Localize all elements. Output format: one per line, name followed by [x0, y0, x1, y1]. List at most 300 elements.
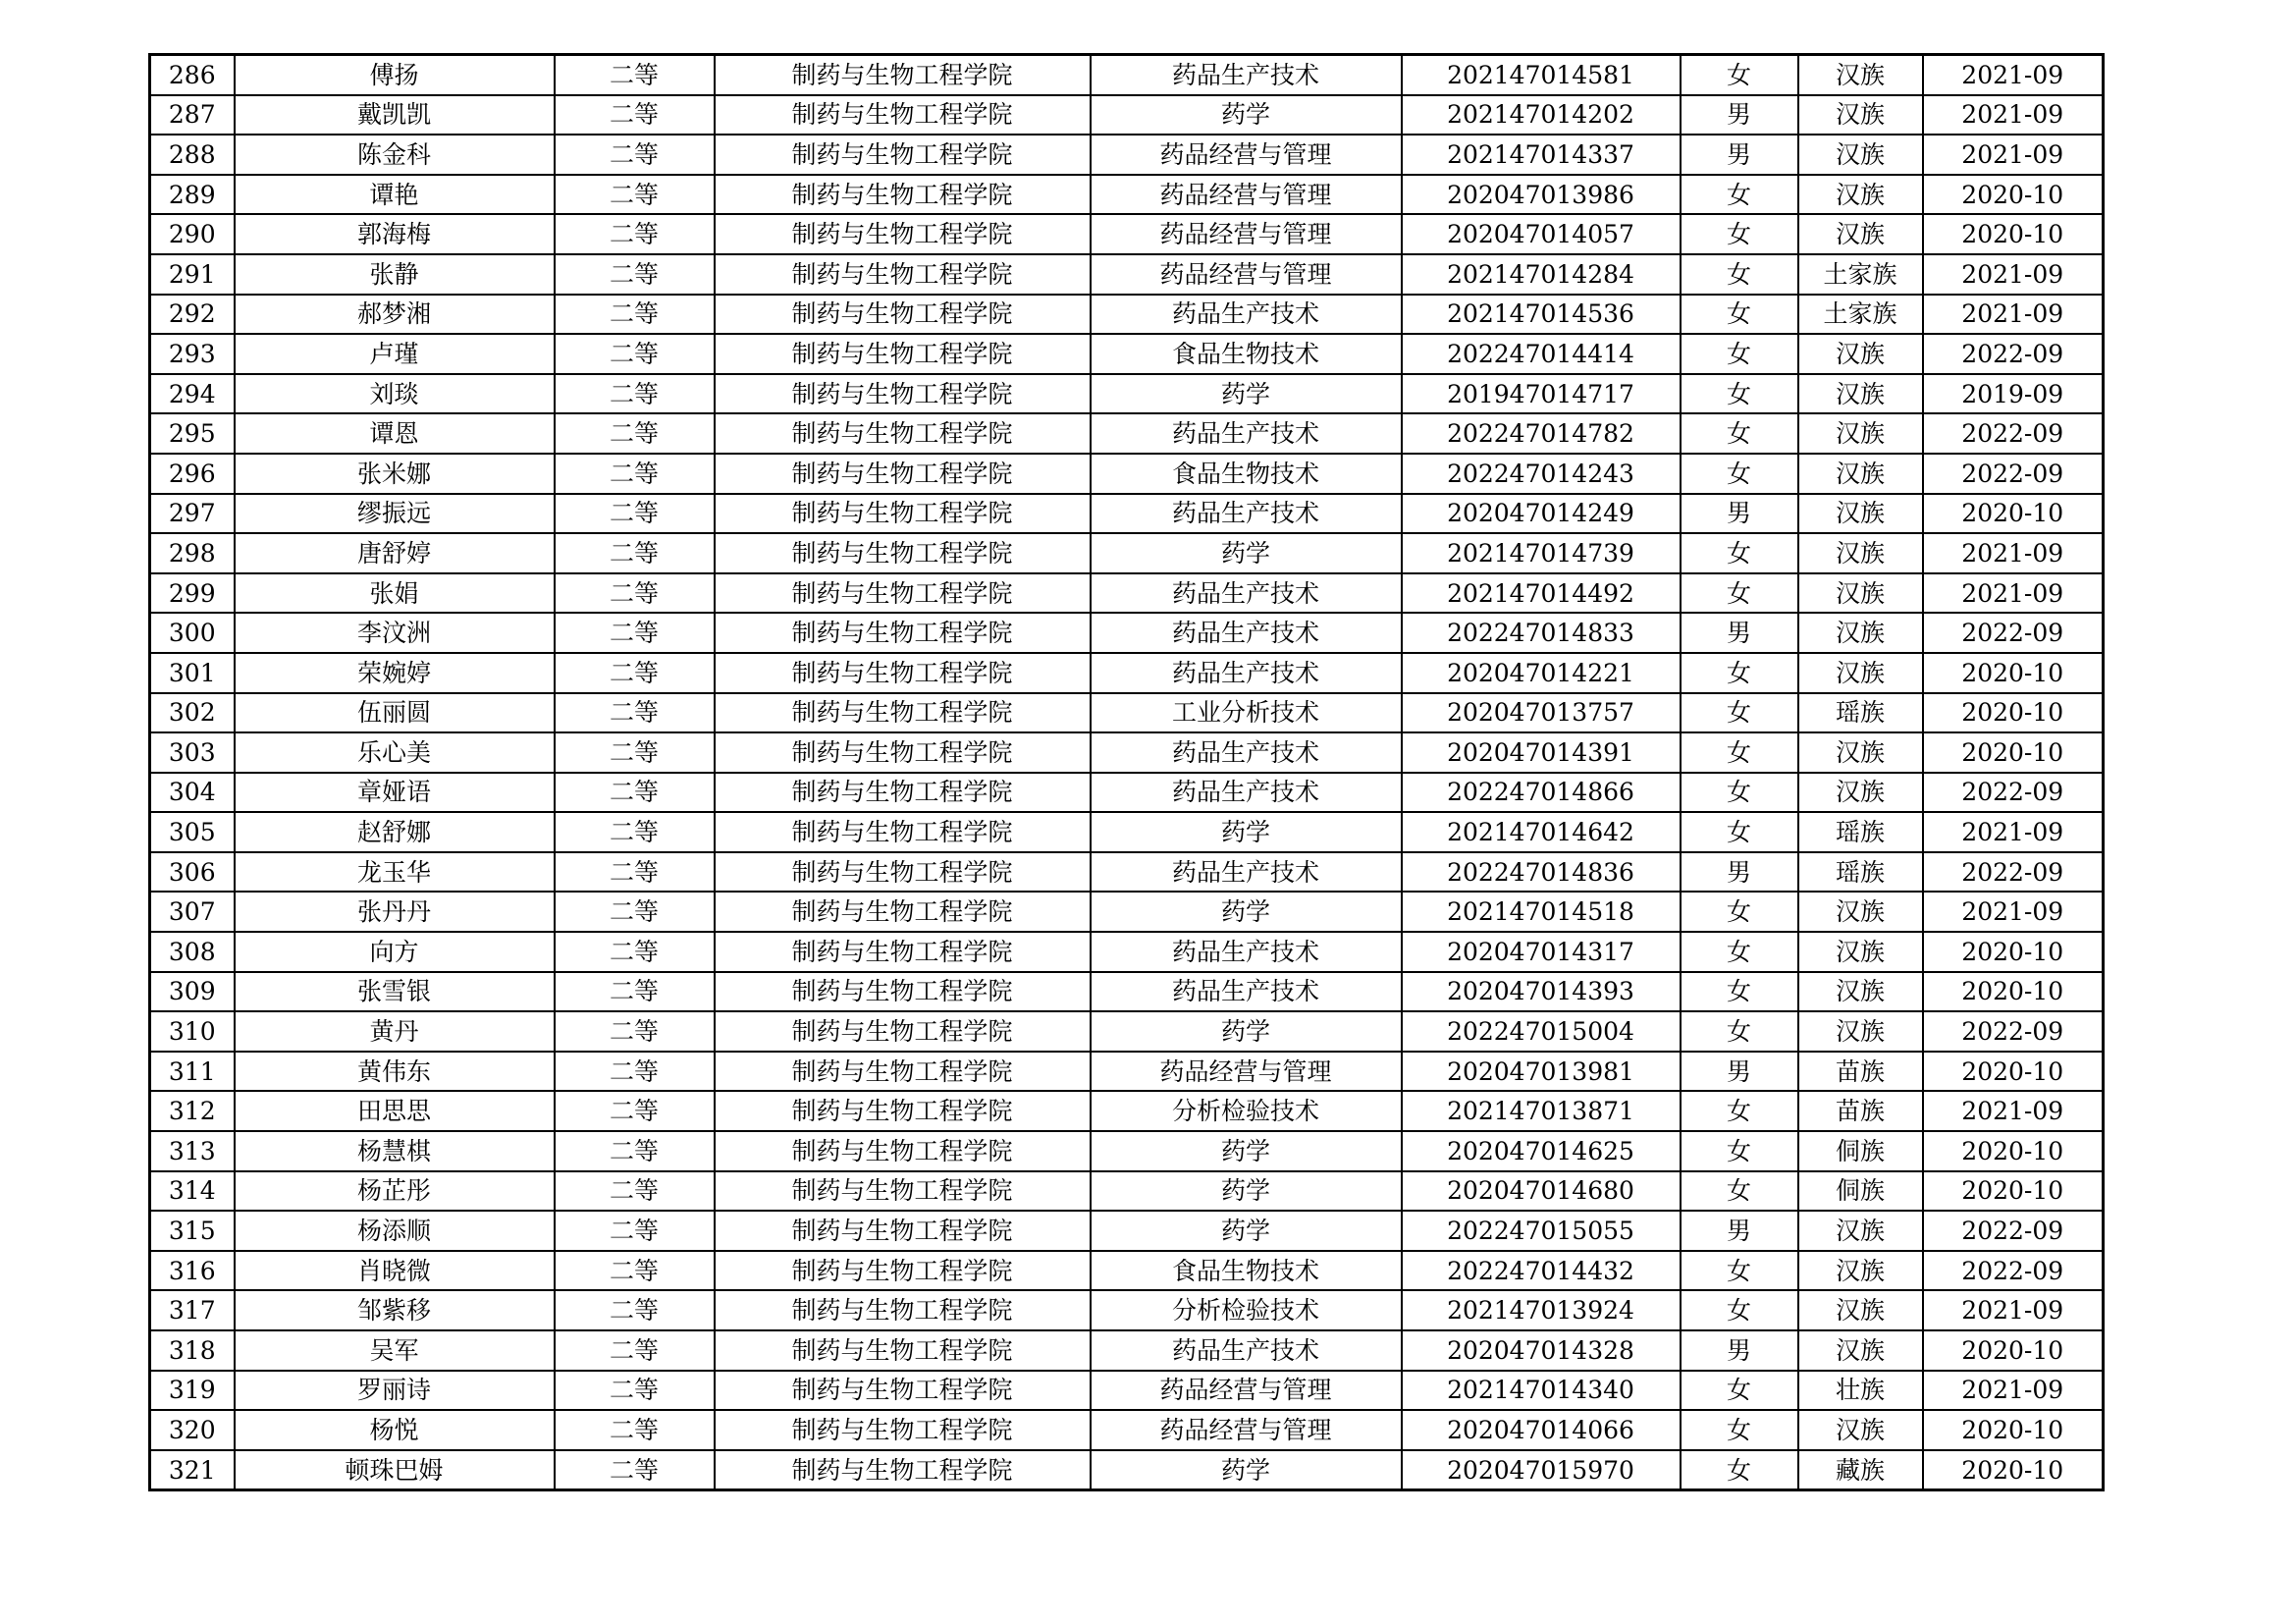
- enrollment-date-cell: 2021-09: [1923, 295, 2104, 335]
- table-row: [150, 1171, 2104, 1212]
- student-id-cell: 202047014221: [1402, 653, 1681, 693]
- college-cell: 制药与生物工程学院: [715, 932, 1091, 972]
- major-cell: 食品生物技术: [1091, 334, 1402, 374]
- college-cell: 制药与生物工程学院: [715, 494, 1091, 534]
- enrollment-date-cell: 2021-09: [1923, 95, 2104, 135]
- enrollment-date-cell: 2022-09: [1923, 773, 2104, 813]
- college-cell: 制药与生物工程学院: [715, 972, 1091, 1012]
- gender-cell: 男: [1681, 95, 1798, 135]
- student-name-cell: 卢瑾: [235, 334, 555, 374]
- college-cell: 制药与生物工程学院: [715, 613, 1091, 653]
- row-number-cell: 293: [150, 334, 235, 374]
- gender-cell: 女: [1681, 1011, 1798, 1052]
- award-level-cell: 二等: [555, 454, 715, 494]
- college-cell: 制药与生物工程学院: [715, 295, 1091, 335]
- student-name-cell: 吴军: [235, 1330, 555, 1371]
- table-row: [150, 55, 2104, 95]
- student-name-cell: 肖晓微: [235, 1251, 555, 1291]
- major-cell: 药品生产技术: [1091, 1330, 1402, 1371]
- student-name-cell: 张娟: [235, 573, 555, 614]
- college-cell: 制药与生物工程学院: [715, 573, 1091, 614]
- major-cell: 药品生产技术: [1091, 852, 1402, 893]
- enrollment-date-cell: 2020-10: [1923, 1410, 2104, 1450]
- award-level-cell: 二等: [555, 732, 715, 773]
- table-row: [150, 254, 2104, 295]
- award-level-cell: 二等: [555, 175, 715, 215]
- student-name-cell: 顿珠巴姆: [235, 1450, 555, 1490]
- student-id-cell: 202047014393: [1402, 972, 1681, 1012]
- award-level-cell: 二等: [555, 374, 715, 414]
- student-name-cell: 乐心美: [235, 732, 555, 773]
- student-id-cell: 202247015004: [1402, 1011, 1681, 1052]
- major-cell: 药品生产技术: [1091, 573, 1402, 614]
- enrollment-date-cell: 2020-10: [1923, 214, 2104, 254]
- award-level-cell: 二等: [555, 295, 715, 335]
- gender-cell: 男: [1681, 613, 1798, 653]
- student-id-cell: 202147014340: [1402, 1371, 1681, 1411]
- student-id-cell: 202247014866: [1402, 773, 1681, 813]
- award-level-cell: 二等: [555, 334, 715, 374]
- table-row: [150, 135, 2104, 175]
- major-cell: 药品经营与管理: [1091, 175, 1402, 215]
- gender-cell: 女: [1681, 1410, 1798, 1450]
- college-cell: 制药与生物工程学院: [715, 374, 1091, 414]
- award-level-cell: 二等: [555, 1091, 715, 1131]
- student-name-cell: 张米娜: [235, 454, 555, 494]
- enrollment-date-cell: 2021-09: [1923, 812, 2104, 852]
- ethnicity-cell: 汉族: [1798, 773, 1923, 813]
- ethnicity-cell: 土家族: [1798, 295, 1923, 335]
- college-cell: 制药与生物工程学院: [715, 892, 1091, 932]
- table-row: [150, 852, 2104, 893]
- award-level-cell: 二等: [555, 494, 715, 534]
- college-cell: 制药与生物工程学院: [715, 1211, 1091, 1251]
- award-level-cell: 二等: [555, 693, 715, 733]
- student-name-cell: 黄伟东: [235, 1052, 555, 1092]
- enrollment-date-cell: 2020-10: [1923, 494, 2104, 534]
- enrollment-date-cell: 2022-09: [1923, 613, 2104, 653]
- enrollment-date-cell: 2020-10: [1923, 1131, 2104, 1171]
- major-cell: 药品生产技术: [1091, 972, 1402, 1012]
- major-cell: 药品经营与管理: [1091, 1371, 1402, 1411]
- row-number-cell: 297: [150, 494, 235, 534]
- row-number-cell: 291: [150, 254, 235, 295]
- college-cell: 制药与生物工程学院: [715, 653, 1091, 693]
- row-number-cell: 319: [150, 1371, 235, 1411]
- major-cell: 药学: [1091, 1131, 1402, 1171]
- student-name-cell: 谭艳: [235, 175, 555, 215]
- table-row: [150, 1330, 2104, 1371]
- ethnicity-cell: 瑶族: [1798, 852, 1923, 893]
- table-row: [150, 334, 2104, 374]
- table-row: [150, 812, 2104, 852]
- student-id-cell: 202247014833: [1402, 613, 1681, 653]
- award-level-cell: 二等: [555, 613, 715, 653]
- table-row: [150, 1371, 2104, 1411]
- award-level-cell: 二等: [555, 653, 715, 693]
- row-number-cell: 289: [150, 175, 235, 215]
- student-name-cell: 黄丹: [235, 1011, 555, 1052]
- college-cell: 制药与生物工程学院: [715, 732, 1091, 773]
- ethnicity-cell: 汉族: [1798, 613, 1923, 653]
- scholarship-list-table: [148, 53, 2105, 1491]
- student-name-cell: 杨悦: [235, 1410, 555, 1450]
- table-row: [150, 653, 2104, 693]
- student-name-cell: 张雪银: [235, 972, 555, 1012]
- award-level-cell: 二等: [555, 1211, 715, 1251]
- award-level-cell: 二等: [555, 773, 715, 813]
- row-number-cell: 290: [150, 214, 235, 254]
- table-body: [150, 55, 2104, 1490]
- ethnicity-cell: 汉族: [1798, 533, 1923, 573]
- student-name-cell: 田思思: [235, 1091, 555, 1131]
- enrollment-date-cell: 2020-10: [1923, 1450, 2104, 1490]
- enrollment-date-cell: 2020-10: [1923, 1052, 2104, 1092]
- gender-cell: 女: [1681, 334, 1798, 374]
- row-number-cell: 304: [150, 773, 235, 813]
- student-name-cell: 赵舒娜: [235, 812, 555, 852]
- student-id-cell: 202047013981: [1402, 1052, 1681, 1092]
- gender-cell: 男: [1681, 852, 1798, 893]
- ethnicity-cell: 汉族: [1798, 972, 1923, 1012]
- gender-cell: 男: [1681, 135, 1798, 175]
- ethnicity-cell: 汉族: [1798, 214, 1923, 254]
- gender-cell: 男: [1681, 1211, 1798, 1251]
- major-cell: 药品生产技术: [1091, 732, 1402, 773]
- gender-cell: 女: [1681, 413, 1798, 454]
- award-level-cell: 二等: [555, 1450, 715, 1490]
- row-number-cell: 313: [150, 1131, 235, 1171]
- row-number-cell: 294: [150, 374, 235, 414]
- student-name-cell: 向方: [235, 932, 555, 972]
- ethnicity-cell: 汉族: [1798, 454, 1923, 494]
- row-number-cell: 288: [150, 135, 235, 175]
- row-number-cell: 306: [150, 852, 235, 893]
- college-cell: 制药与生物工程学院: [715, 693, 1091, 733]
- student-name-cell: 戴凯凯: [235, 95, 555, 135]
- ethnicity-cell: 瑶族: [1798, 693, 1923, 733]
- student-name-cell: 邹紫移: [235, 1290, 555, 1330]
- award-level-cell: 二等: [555, 1131, 715, 1171]
- gender-cell: 女: [1681, 773, 1798, 813]
- table-row: [150, 1052, 2104, 1092]
- college-cell: 制药与生物工程学院: [715, 1131, 1091, 1171]
- college-cell: 制药与生物工程学院: [715, 135, 1091, 175]
- gender-cell: 女: [1681, 55, 1798, 95]
- ethnicity-cell: 侗族: [1798, 1171, 1923, 1212]
- ethnicity-cell: 汉族: [1798, 1330, 1923, 1371]
- ethnicity-cell: 汉族: [1798, 932, 1923, 972]
- ethnicity-cell: 藏族: [1798, 1450, 1923, 1490]
- student-name-cell: 谭恩: [235, 413, 555, 454]
- enrollment-date-cell: 2022-09: [1923, 1251, 2104, 1291]
- major-cell: 药品经营与管理: [1091, 135, 1402, 175]
- college-cell: 制药与生物工程学院: [715, 1052, 1091, 1092]
- award-level-cell: 二等: [555, 1251, 715, 1291]
- major-cell: 药学: [1091, 533, 1402, 573]
- major-cell: 药品生产技术: [1091, 295, 1402, 335]
- row-number-cell: 321: [150, 1450, 235, 1490]
- college-cell: 制药与生物工程学院: [715, 773, 1091, 813]
- gender-cell: 女: [1681, 972, 1798, 1012]
- row-number-cell: 301: [150, 653, 235, 693]
- award-level-cell: 二等: [555, 1011, 715, 1052]
- ethnicity-cell: 侗族: [1798, 1131, 1923, 1171]
- award-level-cell: 二等: [555, 972, 715, 1012]
- table-row: [150, 892, 2104, 932]
- table-row: [150, 1131, 2104, 1171]
- ethnicity-cell: 土家族: [1798, 254, 1923, 295]
- ethnicity-cell: 汉族: [1798, 494, 1923, 534]
- major-cell: 食品生物技术: [1091, 454, 1402, 494]
- row-number-cell: 312: [150, 1091, 235, 1131]
- college-cell: 制药与生物工程学院: [715, 1371, 1091, 1411]
- student-name-cell: 陈金科: [235, 135, 555, 175]
- student-id-cell: 202047014391: [1402, 732, 1681, 773]
- student-id-cell: 202047014057: [1402, 214, 1681, 254]
- row-number-cell: 308: [150, 932, 235, 972]
- ethnicity-cell: 汉族: [1798, 653, 1923, 693]
- row-number-cell: 305: [150, 812, 235, 852]
- student-id-cell: 202047014625: [1402, 1131, 1681, 1171]
- student-name-cell: 杨芷彤: [235, 1171, 555, 1212]
- enrollment-date-cell: 2021-09: [1923, 892, 2104, 932]
- student-id-cell: 202047015970: [1402, 1450, 1681, 1490]
- student-id-cell: 202247014243: [1402, 454, 1681, 494]
- enrollment-date-cell: 2021-09: [1923, 1091, 2104, 1131]
- award-level-cell: 二等: [555, 1330, 715, 1371]
- ethnicity-cell: 汉族: [1798, 892, 1923, 932]
- ethnicity-cell: 汉族: [1798, 413, 1923, 454]
- table-row: [150, 1290, 2104, 1330]
- major-cell: 分析检验技术: [1091, 1091, 1402, 1131]
- ethnicity-cell: 汉族: [1798, 175, 1923, 215]
- college-cell: 制药与生物工程学院: [715, 254, 1091, 295]
- student-name-cell: 郭海梅: [235, 214, 555, 254]
- enrollment-date-cell: 2022-09: [1923, 1011, 2104, 1052]
- ethnicity-cell: 汉族: [1798, 1290, 1923, 1330]
- award-level-cell: 二等: [555, 1371, 715, 1411]
- college-cell: 制药与生物工程学院: [715, 852, 1091, 893]
- major-cell: 药学: [1091, 95, 1402, 135]
- college-cell: 制药与生物工程学院: [715, 334, 1091, 374]
- award-level-cell: 二等: [555, 413, 715, 454]
- student-id-cell: 202247014432: [1402, 1251, 1681, 1291]
- ethnicity-cell: 汉族: [1798, 95, 1923, 135]
- gender-cell: 女: [1681, 454, 1798, 494]
- gender-cell: 女: [1681, 1371, 1798, 1411]
- gender-cell: 女: [1681, 573, 1798, 614]
- gender-cell: 女: [1681, 1251, 1798, 1291]
- major-cell: 药学: [1091, 1211, 1402, 1251]
- row-number-cell: 296: [150, 454, 235, 494]
- gender-cell: 女: [1681, 214, 1798, 254]
- major-cell: 药学: [1091, 374, 1402, 414]
- row-number-cell: 307: [150, 892, 235, 932]
- college-cell: 制药与生物工程学院: [715, 175, 1091, 215]
- ethnicity-cell: 汉族: [1798, 573, 1923, 614]
- award-level-cell: 二等: [555, 55, 715, 95]
- student-id-cell: 202147014581: [1402, 55, 1681, 95]
- ethnicity-cell: 汉族: [1798, 1211, 1923, 1251]
- enrollment-date-cell: 2021-09: [1923, 254, 2104, 295]
- gender-cell: 女: [1681, 732, 1798, 773]
- award-level-cell: 二等: [555, 1171, 715, 1212]
- row-number-cell: 300: [150, 613, 235, 653]
- award-level-cell: 二等: [555, 1290, 715, 1330]
- row-number-cell: 318: [150, 1330, 235, 1371]
- major-cell: 药学: [1091, 1011, 1402, 1052]
- student-id-cell: 202247014782: [1402, 413, 1681, 454]
- student-name-cell: 杨添顺: [235, 1211, 555, 1251]
- student-id-cell: 202047013986: [1402, 175, 1681, 215]
- student-name-cell: 刘琰: [235, 374, 555, 414]
- table-row: [150, 533, 2104, 573]
- ethnicity-cell: 苗族: [1798, 1091, 1923, 1131]
- enrollment-date-cell: 2022-09: [1923, 334, 2104, 374]
- enrollment-date-cell: 2020-10: [1923, 732, 2104, 773]
- college-cell: 制药与生物工程学院: [715, 95, 1091, 135]
- major-cell: 药品经营与管理: [1091, 1410, 1402, 1450]
- award-level-cell: 二等: [555, 214, 715, 254]
- student-name-cell: 罗丽诗: [235, 1371, 555, 1411]
- gender-cell: 女: [1681, 533, 1798, 573]
- table-row: [150, 932, 2104, 972]
- major-cell: 分析检验技术: [1091, 1290, 1402, 1330]
- gender-cell: 女: [1681, 1290, 1798, 1330]
- major-cell: 药品生产技术: [1091, 932, 1402, 972]
- row-number-cell: 299: [150, 573, 235, 614]
- student-name-cell: 李汶洲: [235, 613, 555, 653]
- student-id-cell: 202147014337: [1402, 135, 1681, 175]
- enrollment-date-cell: 2022-09: [1923, 1211, 2104, 1251]
- college-cell: 制药与生物工程学院: [715, 413, 1091, 454]
- student-id-cell: 202147014518: [1402, 892, 1681, 932]
- award-level-cell: 二等: [555, 135, 715, 175]
- ethnicity-cell: 汉族: [1798, 374, 1923, 414]
- ethnicity-cell: 壮族: [1798, 1371, 1923, 1411]
- row-number-cell: 314: [150, 1171, 235, 1212]
- college-cell: 制药与生物工程学院: [715, 533, 1091, 573]
- row-number-cell: 298: [150, 533, 235, 573]
- college-cell: 制药与生物工程学院: [715, 1091, 1091, 1131]
- award-level-cell: 二等: [555, 812, 715, 852]
- college-cell: 制药与生物工程学院: [715, 1410, 1091, 1450]
- student-name-cell: 张丹丹: [235, 892, 555, 932]
- gender-cell: 女: [1681, 812, 1798, 852]
- row-number-cell: 317: [150, 1290, 235, 1330]
- ethnicity-cell: 汉族: [1798, 55, 1923, 95]
- gender-cell: 女: [1681, 1091, 1798, 1131]
- student-id-cell: 202047014328: [1402, 1330, 1681, 1371]
- gender-cell: 女: [1681, 693, 1798, 733]
- college-cell: 制药与生物工程学院: [715, 812, 1091, 852]
- row-number-cell: 295: [150, 413, 235, 454]
- enrollment-date-cell: 2022-09: [1923, 454, 2104, 494]
- student-id-cell: 202047014317: [1402, 932, 1681, 972]
- student-name-cell: 郝梦湘: [235, 295, 555, 335]
- major-cell: 药品经营与管理: [1091, 214, 1402, 254]
- ethnicity-cell: 汉族: [1798, 1251, 1923, 1291]
- college-cell: 制药与生物工程学院: [715, 1450, 1091, 1490]
- gender-cell: 女: [1681, 175, 1798, 215]
- row-number-cell: 320: [150, 1410, 235, 1450]
- enrollment-date-cell: 2020-10: [1923, 1330, 2104, 1371]
- table-row: [150, 693, 2104, 733]
- table-row: [150, 613, 2104, 653]
- table-row: [150, 454, 2104, 494]
- college-cell: 制药与生物工程学院: [715, 1251, 1091, 1291]
- enrollment-date-cell: 2022-09: [1923, 413, 2104, 454]
- major-cell: 食品生物技术: [1091, 1251, 1402, 1291]
- student-id-cell: 202247014836: [1402, 852, 1681, 893]
- enrollment-date-cell: 2021-09: [1923, 1371, 2104, 1411]
- major-cell: 药品生产技术: [1091, 55, 1402, 95]
- student-id-cell: 202047014066: [1402, 1410, 1681, 1450]
- table-row: [150, 573, 2104, 614]
- award-level-cell: 二等: [555, 254, 715, 295]
- award-level-cell: 二等: [555, 1410, 715, 1450]
- student-name-cell: 章娅语: [235, 773, 555, 813]
- major-cell: 药品经营与管理: [1091, 254, 1402, 295]
- gender-cell: 女: [1681, 892, 1798, 932]
- gender-cell: 女: [1681, 932, 1798, 972]
- major-cell: 药学: [1091, 892, 1402, 932]
- row-number-cell: 315: [150, 1211, 235, 1251]
- row-number-cell: 309: [150, 972, 235, 1012]
- row-number-cell: 311: [150, 1052, 235, 1092]
- table-row: [150, 732, 2104, 773]
- gender-cell: 男: [1681, 494, 1798, 534]
- row-number-cell: 302: [150, 693, 235, 733]
- gender-cell: 女: [1681, 1171, 1798, 1212]
- enrollment-date-cell: 2022-09: [1923, 852, 2104, 893]
- student-id-cell: 202147014739: [1402, 533, 1681, 573]
- college-cell: 制药与生物工程学院: [715, 214, 1091, 254]
- student-name-cell: 伍丽圆: [235, 693, 555, 733]
- student-id-cell: 201947014717: [1402, 374, 1681, 414]
- row-number-cell: 292: [150, 295, 235, 335]
- enrollment-date-cell: 2020-10: [1923, 972, 2104, 1012]
- ethnicity-cell: 汉族: [1798, 1410, 1923, 1450]
- award-level-cell: 二等: [555, 95, 715, 135]
- gender-cell: 男: [1681, 1330, 1798, 1371]
- major-cell: 工业分析技术: [1091, 693, 1402, 733]
- student-name-cell: 龙玉华: [235, 852, 555, 893]
- college-cell: 制药与生物工程学院: [715, 1330, 1091, 1371]
- table-row: [150, 773, 2104, 813]
- row-number-cell: 310: [150, 1011, 235, 1052]
- student-id-cell: 202047014680: [1402, 1171, 1681, 1212]
- table-row: [150, 374, 2104, 414]
- award-level-cell: 二等: [555, 932, 715, 972]
- gender-cell: 男: [1681, 1052, 1798, 1092]
- student-id-cell: 202147014202: [1402, 95, 1681, 135]
- table-row: [150, 214, 2104, 254]
- major-cell: 药品生产技术: [1091, 613, 1402, 653]
- gender-cell: 女: [1681, 1450, 1798, 1490]
- table-row: [150, 972, 2104, 1012]
- major-cell: 药品生产技术: [1091, 773, 1402, 813]
- gender-cell: 女: [1681, 295, 1798, 335]
- student-id-cell: 202147014492: [1402, 573, 1681, 614]
- table-row: [150, 1410, 2104, 1450]
- enrollment-date-cell: 2021-09: [1923, 1290, 2104, 1330]
- enrollment-date-cell: 2020-10: [1923, 653, 2104, 693]
- ethnicity-cell: 汉族: [1798, 1011, 1923, 1052]
- student-id-cell: 202147014536: [1402, 295, 1681, 335]
- enrollment-date-cell: 2021-09: [1923, 533, 2104, 573]
